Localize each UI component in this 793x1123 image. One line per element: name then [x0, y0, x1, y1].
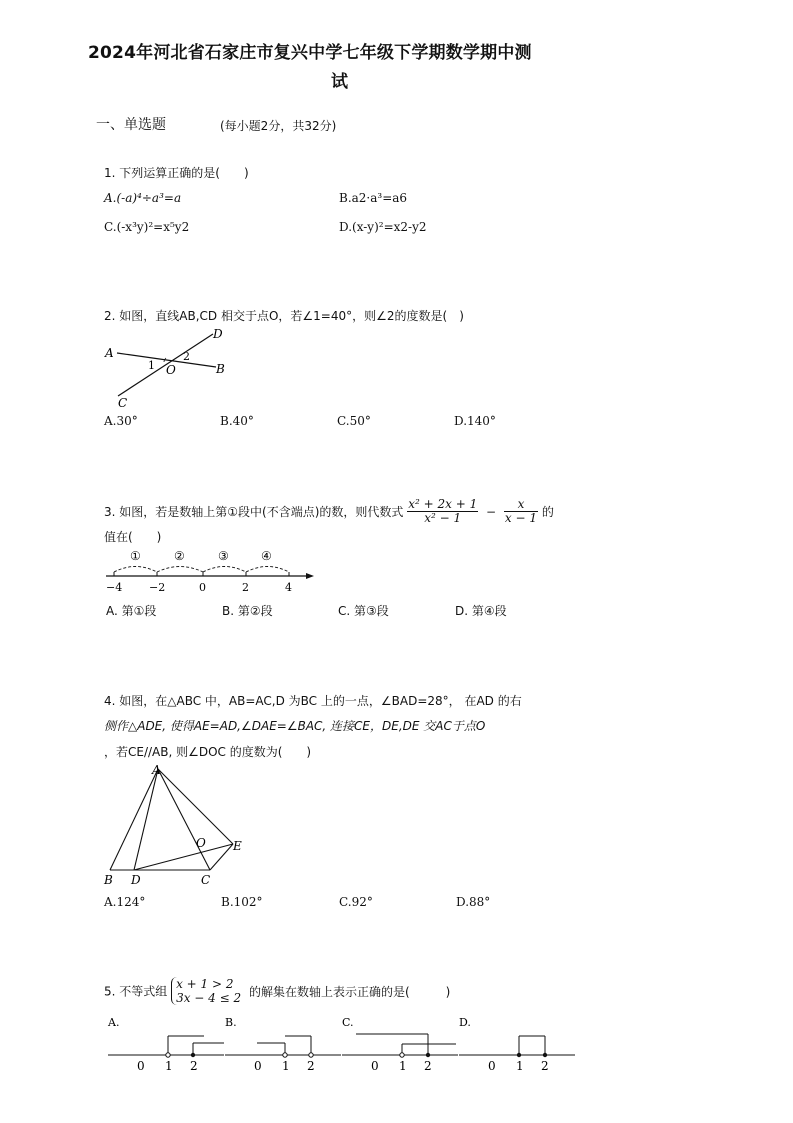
question-1-option-b[interactable]: B.a2·a³=a6	[339, 191, 408, 205]
question-1-stem: 1. 下列运算正确的是( )	[104, 166, 249, 180]
option-label: D.	[459, 1016, 471, 1029]
question-4-stem-2: 侧作△ADE, 使得AE=AD,∠DAE=∠BAC, 连接CE，DE,DE 交AC于点O	[104, 719, 486, 733]
segment-2-label: ②	[174, 549, 185, 563]
tick-label: 4	[285, 581, 292, 594]
tick-label: 2	[541, 1059, 549, 1073]
question-4-figure	[100, 760, 260, 890]
question-4-option-b[interactable]: B.102°	[221, 895, 263, 909]
question-5-option-c[interactable]	[340, 1012, 458, 1072]
page-title-line1: 2024年河北省石家庄市复兴中学七年级下学期数学期中测	[88, 43, 532, 63]
fraction-1	[407, 498, 478, 525]
question-2-figure	[100, 325, 240, 410]
label-o: O	[196, 836, 206, 850]
label-b: B	[104, 873, 113, 887]
option-label: B.	[225, 1016, 237, 1029]
question-1-option-d[interactable]: D.(x-y)²=x2-y2	[339, 220, 427, 234]
section-score-note: (每小题2分，共32分)	[220, 119, 337, 133]
label-d: D	[213, 327, 223, 341]
question-2-option-d[interactable]: D.140°	[454, 414, 496, 428]
tick-label: −4	[106, 581, 123, 594]
question-4-option-d[interactable]: D.88°	[456, 895, 491, 909]
label-a: A	[105, 346, 114, 360]
question-4-stem-1: 4. 如图，在△ABC 中，AB=AC,D 为BC 上的一点，∠BAD=28°， 在AD 的右	[104, 694, 522, 708]
question-5-option-d[interactable]	[457, 1012, 575, 1072]
angle-2-label: 2	[183, 350, 190, 363]
question-2-option-b[interactable]: B.40°	[220, 414, 254, 428]
question-5-stem-tail: 的解集在数轴上表示正确的是( )	[248, 984, 451, 999]
label-c: C	[201, 873, 211, 887]
label-e: E	[233, 839, 242, 853]
tick-label: 1	[399, 1059, 407, 1073]
fraction-2-denominator: x − 1	[504, 511, 538, 525]
question-3-option-a[interactable]: A. 第①段	[106, 604, 157, 618]
question-3-option-b[interactable]: B. 第②段	[222, 604, 273, 618]
label-d: D	[131, 873, 141, 887]
question-2-option-a[interactable]: A.30°	[104, 414, 138, 428]
minus-sign: −	[486, 504, 497, 519]
question-1-option-c[interactable]: C.(-x³y)²=x⁵y2	[104, 220, 190, 234]
inequality-1: x + 1 > 2	[176, 977, 234, 991]
question-4-option-a[interactable]: A.124°	[104, 895, 146, 909]
question-3-option-d[interactable]: D. 第④段	[455, 604, 507, 618]
segment-4-label: ④	[261, 549, 272, 563]
tick-label: 2	[190, 1059, 198, 1073]
fraction-2	[504, 498, 538, 525]
question-3-option-c[interactable]: C. 第③段	[338, 604, 389, 618]
label-b: B	[216, 362, 225, 376]
label-o: O	[166, 363, 176, 377]
tick-label: 0	[488, 1059, 496, 1073]
segment-3-label: ③	[218, 549, 229, 563]
question-2-option-c[interactable]: C.50°	[337, 414, 371, 428]
question-3-stem-2: 值在( )	[104, 530, 162, 544]
tick-label: 0	[371, 1059, 379, 1073]
tick-label: 1	[165, 1059, 173, 1073]
question-1-option-a[interactable]: A.(-a)⁴÷a³=a	[104, 191, 182, 205]
question-3-stem-line	[104, 498, 554, 525]
fraction-1-numerator: x² + 2x + 1	[408, 497, 478, 511]
tick-label: 1	[282, 1059, 290, 1073]
question-5-option-a[interactable]	[106, 1012, 224, 1072]
label-c: C	[118, 396, 128, 410]
tick-label: 0	[254, 1059, 262, 1073]
segment-1-label: ①	[130, 549, 141, 563]
question-4-stem-3: ，若CE//AB, 则∠DOC 的度数为( )	[104, 745, 312, 759]
angle-1-label: 1	[148, 359, 155, 372]
question-3-stem: 3. 如图，若是数轴上第①段中(不含端点)的数，则代数式	[104, 505, 404, 519]
option-label: C.	[342, 1016, 354, 1029]
question-5-stem: 5. 不等式组	[104, 984, 168, 999]
question-5-option-b[interactable]	[223, 1012, 341, 1072]
tick-label: −2	[149, 581, 166, 594]
label-a: A	[152, 763, 161, 777]
section-heading: 一、单选题	[96, 117, 166, 133]
tick-label: 0	[137, 1059, 145, 1073]
question-4-option-c[interactable]: C.92°	[339, 895, 373, 909]
question-3-number-line	[100, 545, 320, 595]
fraction-1-denominator: x² − 1	[424, 511, 462, 525]
question-5-stem-line	[104, 977, 450, 1005]
fraction-2-numerator: x	[504, 498, 538, 512]
inequality-2: 3x − 4 ≤ 2	[176, 991, 242, 1005]
tick-label: 2	[424, 1059, 432, 1073]
inequality-system	[171, 977, 241, 1005]
tick-label: 1	[516, 1059, 524, 1073]
option-label: A.	[108, 1016, 120, 1029]
tick-label: 2	[242, 581, 249, 594]
page-title-line2: 试	[331, 72, 349, 92]
tick-label: 0	[199, 581, 206, 594]
question-2-stem: 2. 如图，直线AB,CD 相交于点O，若∠1=40°，则∠2的度数是( )	[104, 309, 464, 323]
tick-label: 2	[307, 1059, 315, 1073]
question-3-stem-tail: 的	[541, 505, 554, 519]
